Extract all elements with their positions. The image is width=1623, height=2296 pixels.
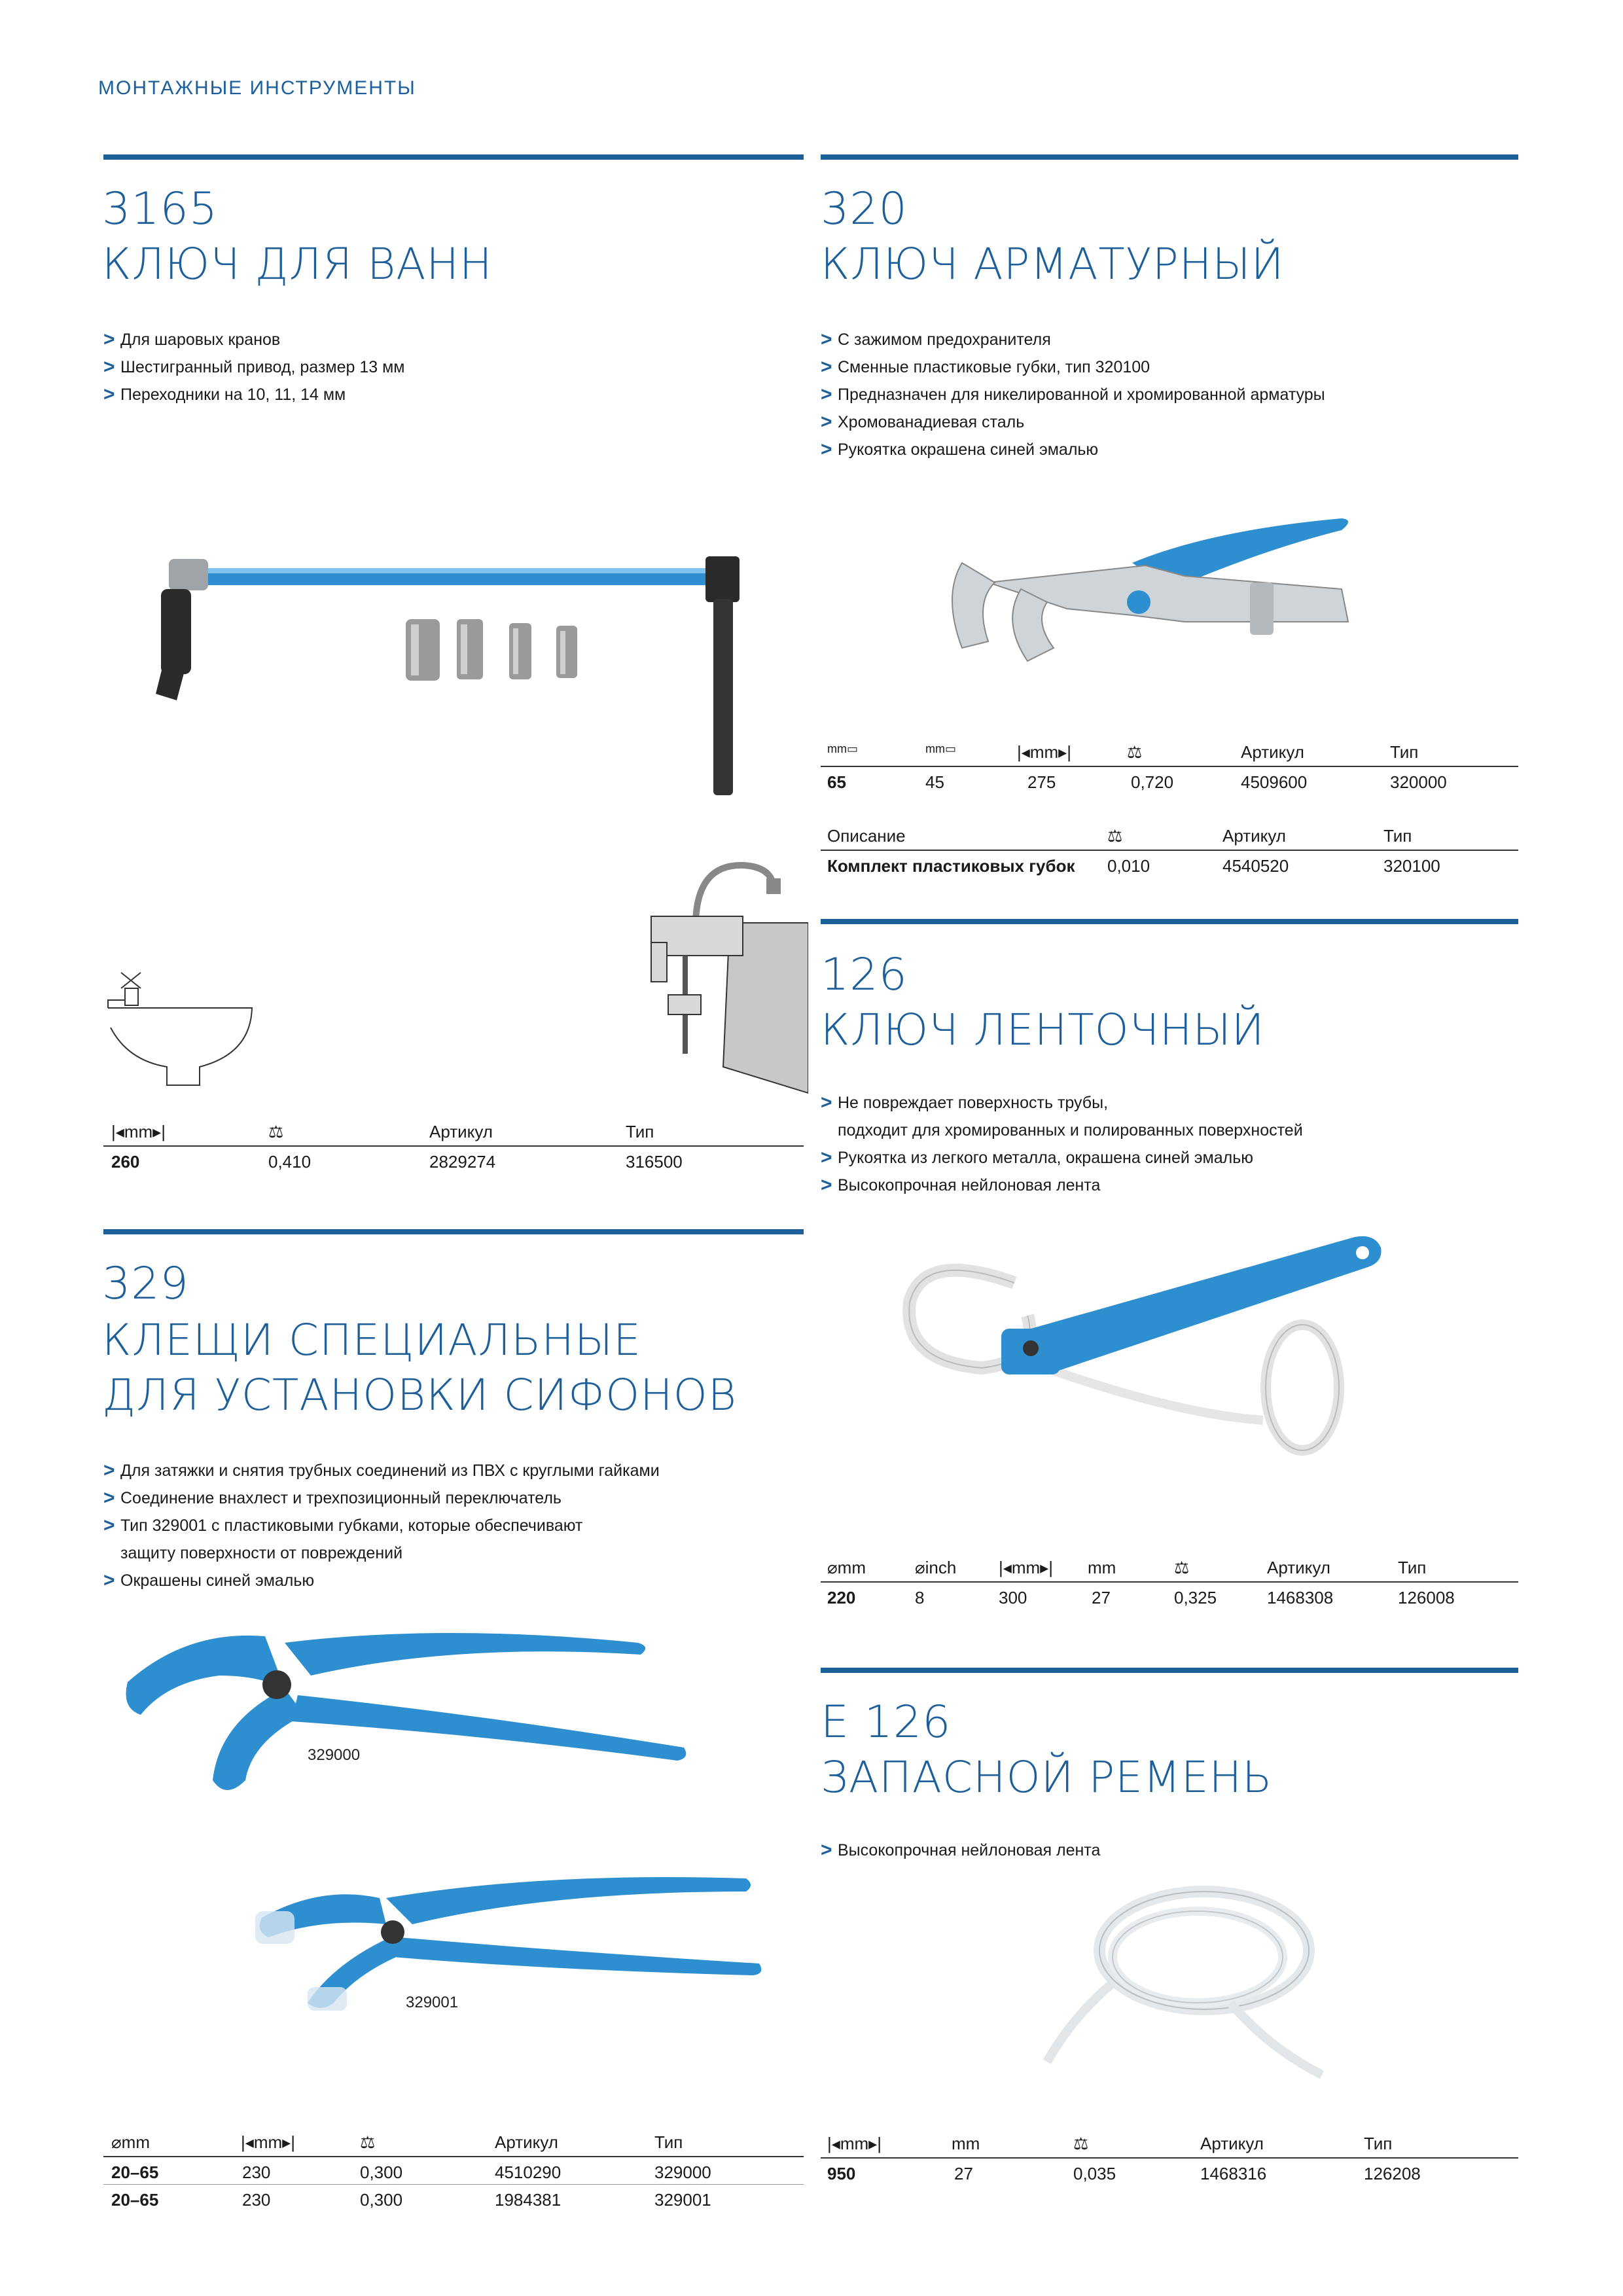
length-icon: |◂mm▸| xyxy=(827,2134,882,2153)
table-row: 260 0,410 2829274 316500 xyxy=(111,1152,683,1172)
section-title: ЗАПАСНОЙ РЕМЕНЬ xyxy=(821,1752,1273,1803)
feature-list xyxy=(103,1457,660,1594)
chevron-right-icon: > xyxy=(821,439,832,460)
chevron-right-icon: > xyxy=(821,411,832,433)
chevron-right-icon: > xyxy=(103,1570,115,1591)
list-item: > Не повреждает поверхность трубы, xyxy=(821,1089,1303,1117)
length-icon: |◂mm▸| xyxy=(241,2132,295,2152)
table-row: 950 27 0,035 1468316 126208 xyxy=(827,2164,1421,2183)
column-header: Тип xyxy=(626,1122,654,1141)
column-header: Тип xyxy=(1398,1558,1427,1577)
table-header xyxy=(103,1118,804,1147)
chevron-right-icon: > xyxy=(821,329,832,350)
table-row: 220 8 300 27 0,325 1468308 126008 xyxy=(827,1588,1455,1607)
list-item: > Предназначен для никелированной и хромированной арматуры xyxy=(821,381,1325,408)
column-header: Описание xyxy=(827,826,906,846)
list-item: > Соединение внахлест и трехпозиционный переключатель xyxy=(103,1484,660,1512)
list-item: > Рукоятка из легкого металла, окрашена синей эмалью xyxy=(821,1144,1303,1172)
list-item: > Рукоятка окрашена синей эмалью xyxy=(821,436,1325,463)
spec-table xyxy=(103,1118,804,1174)
chevron-right-icon: > xyxy=(103,1460,115,1481)
strap-wrench-image xyxy=(897,1224,1407,1460)
chevron-right-icon: > xyxy=(821,1092,832,1113)
section-title: КЛЮЧ ЛЕНТОЧНЫЙ xyxy=(821,1005,1265,1055)
column-header: Артикул xyxy=(1200,2134,1264,2153)
section-number: E 126 xyxy=(821,1696,952,1748)
bath-wrench-image xyxy=(151,537,753,812)
list-item: > Переходники на 10, 11, 14 мм xyxy=(103,381,404,408)
strap-width-icon: mm xyxy=(952,2134,980,2153)
list-item: > Хромованадиевая сталь xyxy=(821,408,1325,436)
chevron-right-icon: > xyxy=(103,384,115,405)
chevron-right-icon: > xyxy=(103,329,115,350)
section-number: 126 xyxy=(821,949,908,1001)
weight-icon: ⚖ xyxy=(360,2132,376,2152)
chevron-right-icon: > xyxy=(821,1147,832,1168)
list-item: > Тип 329001 с пластиковыми губками, которые обеспечивают xyxy=(103,1512,660,1539)
column-header: Артикул xyxy=(1267,1558,1330,1577)
table-header xyxy=(821,822,1518,851)
table-header xyxy=(821,738,1518,767)
section-number: 320 xyxy=(821,183,908,235)
table-header xyxy=(821,2130,1518,2159)
chevron-right-icon: > xyxy=(821,1839,832,1861)
list-item: > Окрашены синей эмалью xyxy=(103,1567,660,1594)
faucet-install-diagram xyxy=(645,851,808,1106)
weight-icon: ⚖ xyxy=(1174,1558,1190,1577)
spec-table xyxy=(103,2128,804,2212)
accessory-table xyxy=(821,822,1518,878)
weight-icon: ⚖ xyxy=(1073,2134,1089,2153)
chevron-right-icon: > xyxy=(103,1487,115,1509)
strap-width-icon: mm xyxy=(1088,1558,1116,1577)
table-row: 65 45 275 0,720 4509600 320000 xyxy=(827,772,1447,792)
section-title: ДЛЯ УСТАНОВКИ СИФОНОВ xyxy=(102,1370,737,1420)
figure-caption: 329000 xyxy=(308,1746,361,1764)
section-number: 329 xyxy=(102,1258,189,1310)
feature-list xyxy=(821,1089,1303,1199)
spec-table xyxy=(821,1554,1518,1610)
column-header: Тип xyxy=(1364,2134,1393,2153)
feature-list xyxy=(821,1837,1100,1864)
column-header: Тип xyxy=(654,2132,683,2152)
section-rule xyxy=(821,919,1518,924)
table-header xyxy=(821,1554,1518,1583)
section-title: КЛЮЧ АРМАТУРНЫЙ xyxy=(821,239,1285,289)
table-row: 20–65 230 0,300 1984381 329001 xyxy=(111,2190,711,2210)
length-icon: |◂mm▸| xyxy=(1017,742,1071,762)
jaw-width-icon: mm▭ xyxy=(925,742,957,755)
jaw-opening-icon: mm▭ xyxy=(827,742,859,755)
column-header: Артикул xyxy=(1241,742,1304,762)
section-rule xyxy=(821,154,1518,160)
section-rule xyxy=(821,1668,1518,1673)
feature-list xyxy=(103,326,404,408)
table-row: Комплект пластиковых губок 0,010 4540520 320100 xyxy=(827,856,1440,876)
section-rule xyxy=(103,1229,804,1234)
diameter-inch-icon: ⌀inch xyxy=(915,1558,957,1577)
list-item: > Высокопрочная нейлоновая лента xyxy=(821,1837,1100,1864)
length-icon: |◂mm▸| xyxy=(999,1558,1053,1577)
column-header: Тип xyxy=(1383,826,1412,846)
section-title: КЛЮЧ ДЛЯ ВАНН xyxy=(102,239,493,289)
weight-icon: ⚖ xyxy=(268,1122,284,1141)
section-title: КЛЕЩИ СПЕЦИАЛЬНЫЕ xyxy=(102,1315,641,1365)
spare-strap-image xyxy=(1034,1865,1335,2101)
length-icon: |◂mm▸| xyxy=(111,1122,166,1141)
valve-wrench-image xyxy=(936,511,1394,681)
spec-table xyxy=(821,738,1518,795)
pliers-329001-image xyxy=(242,1859,766,2016)
column-header: Тип xyxy=(1390,742,1419,762)
feature-list xyxy=(821,326,1325,463)
column-header: Артикул xyxy=(495,2132,558,2152)
diameter-icon: ⌀mm xyxy=(827,1558,866,1577)
table-row: 20–65 230 0,300 4510290 329000 xyxy=(103,2157,804,2185)
spec-table xyxy=(821,2130,1518,2186)
list-item: > Сменные пластиковые губки, тип 320100 xyxy=(821,353,1325,381)
list-item: > Шестигранный привод, размер 13 мм xyxy=(103,353,404,381)
list-item: > Для затяжки и снятия трубных соединений из ПВХ с круглыми гайками xyxy=(103,1457,660,1484)
chevron-right-icon: > xyxy=(103,1515,115,1536)
page-header: МОНТАЖНЫЕ ИНСТРУМЕНТЫ xyxy=(98,77,416,99)
section-number: 3165 xyxy=(102,183,219,235)
list-item: > Высокопрочная нейлоновая лента xyxy=(821,1172,1303,1199)
column-header: Артикул xyxy=(1222,826,1286,846)
sink-diagram xyxy=(101,969,259,1100)
figure-caption: 329001 xyxy=(406,1994,459,2011)
column-header: Артикул xyxy=(429,1122,493,1141)
chevron-right-icon: > xyxy=(103,356,115,378)
list-item: защиту поверхности от повреждений xyxy=(120,1544,403,1562)
chevron-right-icon: > xyxy=(821,356,832,378)
weight-icon: ⚖ xyxy=(1107,826,1123,846)
diameter-icon: ⌀mm xyxy=(111,2132,150,2152)
list-item: подходит для хромированных и полированных поверхностей xyxy=(838,1121,1303,1139)
table-header xyxy=(103,2128,804,2157)
section-rule xyxy=(103,154,804,160)
chevron-right-icon: > xyxy=(821,1174,832,1196)
pliers-329000-image xyxy=(115,1617,704,1813)
list-item: > Для шаровых кранов xyxy=(103,326,404,353)
list-item: > С зажимом предохранителя xyxy=(821,326,1325,353)
chevron-right-icon: > xyxy=(821,384,832,405)
weight-icon: ⚖ xyxy=(1127,742,1143,762)
